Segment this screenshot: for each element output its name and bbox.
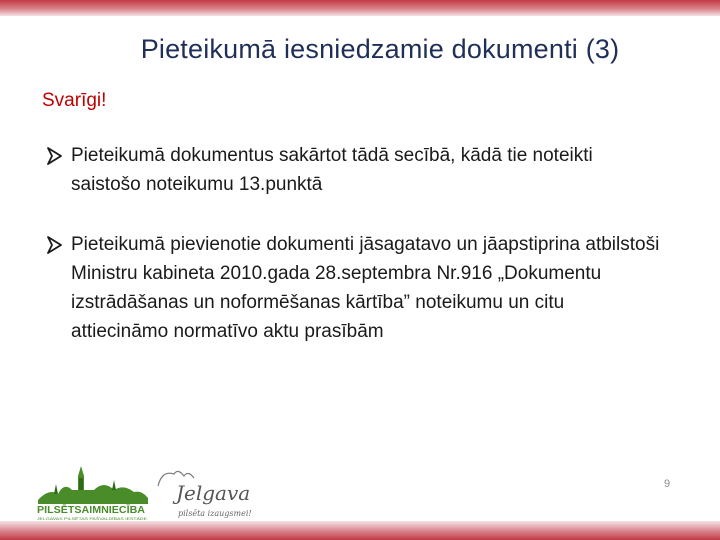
slide-title: Pieteikumā iesniedzamie dokumenti (3) xyxy=(140,34,620,64)
bullet-text: Pieteikumā dokumentus sakārtot tādā secībā, kādā tie noteikti saistošo noteikumu 13.punktā xyxy=(71,145,593,195)
arrow-bullet-icon xyxy=(46,230,64,259)
top-decorative-bar xyxy=(0,0,720,16)
svg-text:Jelgava: Jelgava xyxy=(176,481,251,505)
bullet-item xyxy=(46,230,666,346)
bullet-item xyxy=(46,141,666,199)
pilsetsaimnieciba-logo xyxy=(34,460,152,522)
arrow-bullet-icon xyxy=(46,141,64,170)
svg-text:pilsēta izaugsmei!: pilsēta izaugsmei! xyxy=(178,509,252,518)
page-number: 9 xyxy=(664,478,671,490)
bottom-decorative-bar xyxy=(0,521,720,540)
important-label: Svarīgi! xyxy=(42,90,107,111)
jelgava-logo xyxy=(148,464,270,522)
bullet-text: Pieteikumā pievienotie dokumenti jāsagatavo un jāapstiprina atbilstoši Ministru kabineta 2010.gada 28.septembra Nr.916 „Dokumentu izstrādāšanas un noformēšanas kārtība” noteikumu un citu attiecināmo normatīvo aktu prasībām xyxy=(71,234,660,342)
svg-text:PILSĒTSAIMNIECĪBA: PILSĒTSAIMNIECĪBA xyxy=(37,505,139,516)
svg-text:JELGAVAS PILSĒTAS PAŠVALDĪBAS: JELGAVAS PILSĒTAS PAŠVALDĪBAS IESTĀDE xyxy=(37,516,148,521)
